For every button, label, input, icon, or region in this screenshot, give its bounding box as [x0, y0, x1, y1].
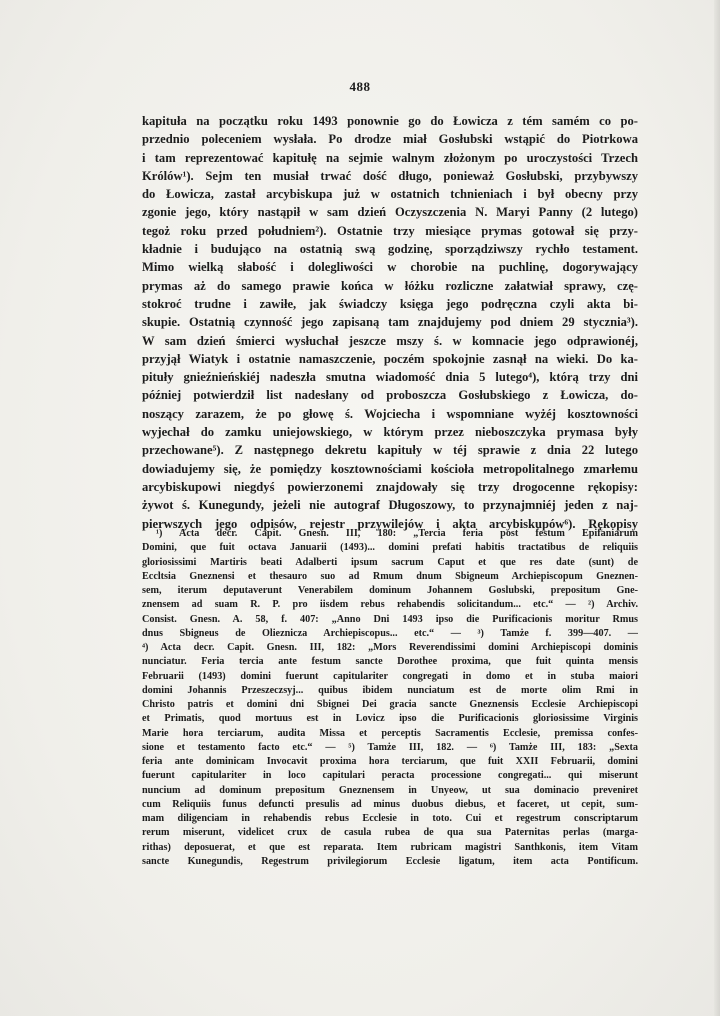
- footnote-line: domini Johannis Przeszeczsyj... quibus ibidem nunciatum est de morte olim Rmi in: [142, 684, 638, 696]
- body-line: przednio poleceniem wysłała. Po drodze miał Gosłubski wstąpić do Piotrkowa: [142, 132, 638, 147]
- body-line: pituły gnieźnieńskiéj nadeszła smutna wiadomość dnia 5 lutego⁴), którą trzy dni: [142, 370, 638, 385]
- footnote-line: sione et testamento facto etc.“ — ⁵) Tamże III, 182. — ⁶) Tamże III, 183: „Sexta: [142, 741, 638, 753]
- body-line: zgonie jego, który nastąpił w sam dzień Oczyszczenia N. Maryi Panny (2 lutego): [142, 205, 638, 220]
- footnote-line: Domini, que fuit octava Januarii (1493)... domini prefati habitis tractatibus de reliquiis: [142, 542, 638, 554]
- footnote-line: ¹) Acta decr. Capit. Gnesn. III, 180: „Tercia feria post festum Epifaniarum: [156, 528, 638, 539]
- body-line: arcybiskupowi niegdyś powierzonemi znajdowały się trzy drogocenne rękopisy:: [142, 479, 638, 494]
- body-line: skupie. Ostatnią czynność jego zapisaną tam znajdujemy pod dniem 29 stycznia³).: [142, 315, 638, 330]
- footnote-line: Eccltsia Gneznensi et thesauro suo ad Rmum dnum Sbigneum Archiepiscopum Gneznen-: [142, 570, 638, 582]
- body-line: i tam reprezentować kapitułę na sejmie walnym złożonym po uroczystości Trzech: [142, 150, 638, 165]
- body-line: kładnie i budująco na ostatnią swą godzinę, sporządziwszy rychło testament.: [142, 242, 638, 257]
- footnote-line: Februarii (1493) domini fuerunt capitulariter congregati in domo et in stuba maiori: [142, 670, 638, 682]
- body-line: później potwierdził list nadesłany od proboszcza Gosłubskiego z Łowicza, do-: [142, 388, 638, 403]
- footnote-line: gloriosissimi Martiris beati Adalberti ipsum sacrum Caput et que res date (sunt) de: [142, 556, 638, 568]
- body-line: przyjął Wiatyk i ostatnie namaszczenie, poczém spokojnie zasnął na wieki. Do ka-: [142, 351, 638, 366]
- main-text: [142, 112, 638, 533]
- body-line: Mimo wielką słabość i dolegliwości w chorobie na puchlinę, dogorywający: [142, 260, 638, 275]
- body-line: Królów¹). Sejm ten musiał trwać dość długo, ponieważ Gosłubski, przybywszy: [142, 168, 638, 183]
- footnote-line: mam diligenciam in rehabendis rebus Ecclesie in toto. Cui et regestrum conscriptarum: [142, 813, 638, 824]
- footnote-line: Christo patris et domini dni Sbignei Dei gracia sancte Gneznensis Ecclesie Archiepiscopi: [142, 699, 638, 710]
- footnote-line: sem, iterum deputaverunt Venerabilem dominum Johannem Goslubski, prepositum Gne-: [142, 585, 638, 596]
- footnote-line: Consist. Gnesn. A. 58, f. 407: „Anno Dni 1493 ipso die Purificacionis moritur Rmus: [142, 613, 638, 625]
- footnote-line: et Primatis, quod mortuus est in Lovicz ipso die Purificacionis gloriosissime Virginis: [142, 713, 638, 725]
- footnote-line: sancte Kunegundis, Regestrum privilegiorum Ecclesie ligatum, item acta Pontificum.: [142, 855, 638, 867]
- footnote-line: znensem ad suam R. P. pro iisdem rebus rehabendis solicitandum... etc.“ — ²) Archiv.: [142, 599, 638, 611]
- footnote-line: rithas) deposuerat, et que est reparata. Item rubricam magistri Santhkonis, item Vitam: [142, 841, 638, 853]
- body-line: kapituła na początku roku 1493 ponownie go do Łowicza z tém samém co po-: [142, 114, 638, 128]
- body-line: żywot ś. Kunegundy, jeżeli nie autograf Długoszowy, to przynajmniéj jeden z naj-: [142, 498, 638, 513]
- body-line: noszący zarazem, że po głowę ś. Wojciecha i wspomniane wyżéj kosztowności: [142, 406, 638, 421]
- footnote-line: dnus Sbigneus de Olieznicza Archiepiscopus... etc.“ — ³) Tamże f. 399—407. —: [142, 627, 638, 639]
- footnotes: [142, 527, 638, 869]
- body-line: przechowane⁵). Z następnego dekretu kapituły w téj sprawie z dnia 22 lutego: [142, 443, 638, 458]
- body-line: do Łowicza, zastał arcybiskupa już w ostatnich tchnieniach i był obecny przy: [142, 187, 638, 202]
- body-line: pierwszych jego odpisów, rejestr przywilejów i akta arcybiskupów⁶). Rękopisy: [142, 516, 638, 531]
- page-number: 488: [349, 79, 371, 94]
- body-line: wyjechał do zamku uniejowskiego, w którym przez nieboszczyka prymasa były: [142, 425, 638, 440]
- body-line: prymas aż do samego prawie końca w łóżku rozliczne załatwiał sprawy, czę-: [142, 278, 638, 293]
- footnote-line: nuncium ad dominum prepositum Gneznensem in Unyeow, ut sua dominacio preveniret: [142, 784, 638, 796]
- footnote-line: rerum miserunt, videlicet crux de casula rubea de qua sua Paternitas perlas (marga-: [142, 827, 638, 839]
- footnote-line: ⁴) Acta decr. Capit. Gnesn. III, 182: „Mors Reverendissimi domini Archiepiscopi dominis: [142, 642, 638, 653]
- body-line: stokroć trudne i zawiłe, jak świadczy księga jego podręczna czyli akta bi-: [142, 296, 638, 311]
- footnote-line: feria ante dominicam Invocavit proxima hora terciarum, que fuit XXII Februarii, domini: [142, 756, 638, 767]
- footnote-line: nunciatur. Feria tercia ante festum sancte Dorothee proxima, que fuit quinta mensis: [142, 656, 638, 668]
- footnote-line: cum Reliquiis funus defuncti presulis ad minus duobus diebus, et faceret, ut cepit, sum-: [142, 798, 638, 810]
- body-line: dowiadujemy się, że pomiędzy kosztownościami kościoła metropolitalnego zmarłemu: [142, 461, 638, 476]
- page-edge: [714, 0, 720, 1016]
- footnote-line: Marie hora terciarum, audita Missa et perceptis Sacramentis Ecclesie, premissa confes-: [142, 727, 638, 739]
- body-line: W sam dzień śmierci wysłuchał jeszcze mszy ś. w komnacie jego odprawionéj,: [142, 333, 638, 348]
- body-line: tegoż roku przed południem²). Ostatnie trzy miesiące prymas gotował się przy-: [142, 223, 638, 238]
- footnote-line: fuerunt capitulariter in loco capitulari peracta processione congregati... qui miserunt: [142, 770, 638, 782]
